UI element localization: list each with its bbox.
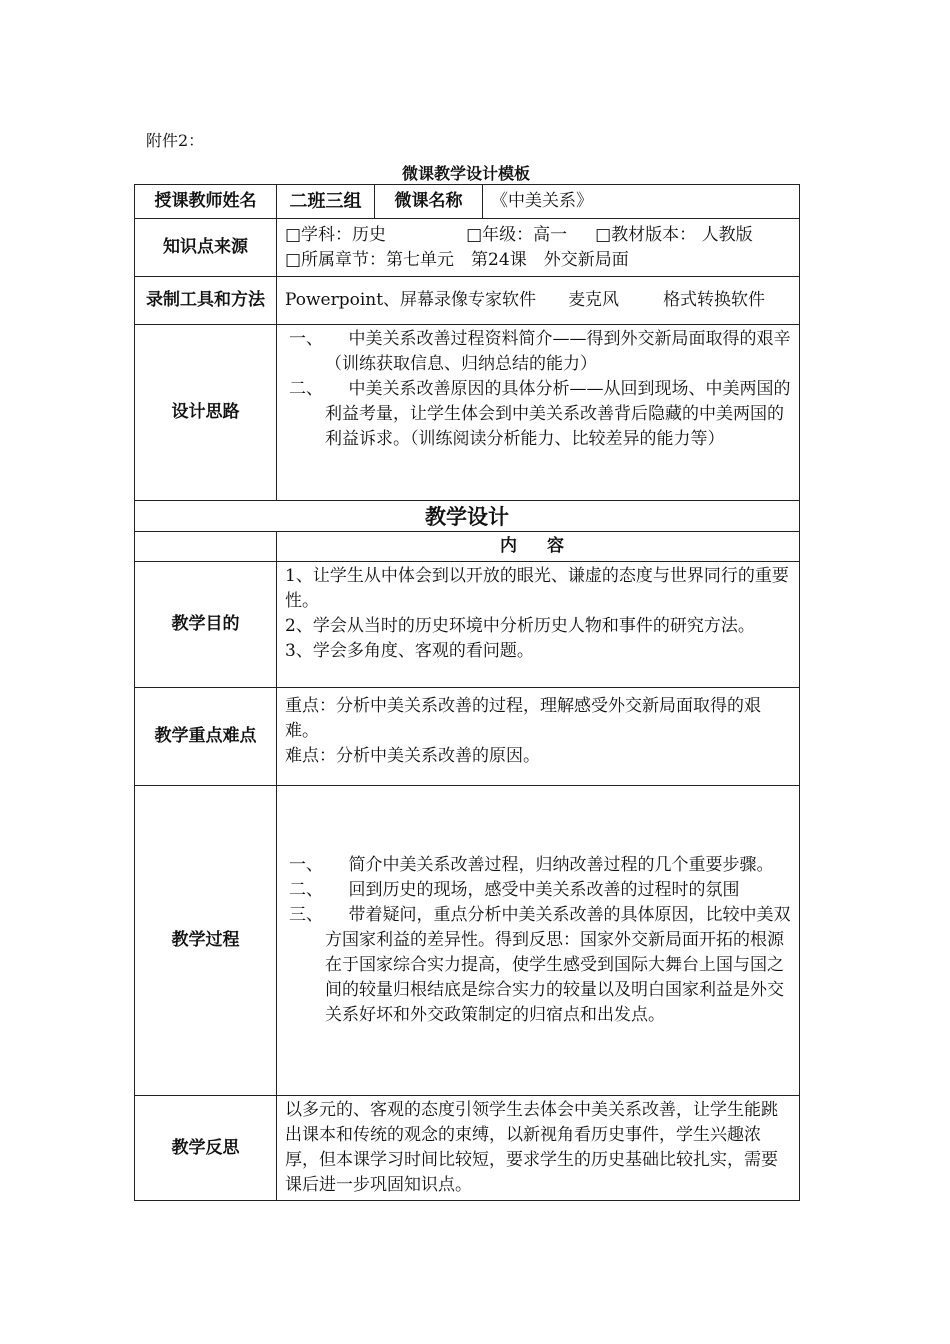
row-teaching-goals <box>135 562 800 688</box>
content-header: 内 容 <box>277 532 800 562</box>
idea-item: 一、 中美关系改善过程资料简介——得到外交新局面取得的艰辛（训练获取信息、归纳总结的能力） <box>289 329 791 374</box>
attachment-label: 附件2： <box>146 131 205 150</box>
course-name-value: 《中美关系》 <box>483 185 800 219</box>
teacher-name-label: 授课教师姓名 <box>135 185 277 219</box>
row-design-ideas <box>135 325 800 501</box>
process-item: 三、 带着疑问，重点分析中美关系改善的具体原因，比较中美双方国家利益的差异性。得到反思：国家外交新局面开拓的根源在于国家综合实力提高，使学生感受到国际大舞台上国与国之间的较量归根结底是综合实力的较量以及明白国家利益是外交关系好坏和外交政策制定的归宿点和出发点。 <box>289 905 791 1025</box>
goal-item: 2、学会从当时的历史环境中分析历史人物和事件的研究方法。 <box>285 616 755 636</box>
content-header-blank <box>135 532 277 562</box>
row-teacher <box>135 185 800 219</box>
teacher-name-value: 二班三组 <box>277 185 375 219</box>
knowledge-source-label: 知识点来源 <box>135 219 277 277</box>
row-section-title <box>135 501 800 532</box>
grade-checkbox-item: □年级：高一 <box>466 224 568 245</box>
document-title: 微课教学设计模板 <box>401 164 530 183</box>
key-point-item: 难点：分析中美关系改善的原因。 <box>285 746 540 766</box>
row-reflection <box>135 1096 800 1201</box>
row-tools <box>135 277 800 325</box>
row-knowledge-source <box>135 219 800 277</box>
row-teaching-process <box>135 786 800 1096</box>
reflection-label: 教学反思 <box>135 1096 277 1201</box>
key-points-label: 教学重点难点 <box>135 688 277 786</box>
course-name-label: 微课名称 <box>375 185 483 219</box>
tools-label: 录制工具和方法 <box>135 277 277 325</box>
design-ideas-label: 设计思路 <box>135 325 277 501</box>
tools-content <box>277 277 800 325</box>
tool-item: 麦克风 <box>568 290 620 310</box>
tool-item: 格式转换软件 <box>663 290 766 310</box>
process-item: 一、 简介中美关系改善过程，归纳改善过程的几个重要步骤。 <box>289 855 774 875</box>
idea-item: 二、 中美关系改善原因的具体分析——从回到现场、中美两国的利益考量，让学生体会到中美关系改善背后隐藏的中美两国的利益诉求。（训练阅读分析能力、比较差异的能力等） <box>289 379 791 449</box>
reflection-content: 以多元的、客观的态度引领学生去体会中美关系改善，让学生能跳出课本和传统的观念的束缚，以新视角看历史事件，学生兴趣浓厚，但本课学习时间比较短，要求学生的历史基础比较扎实，需要课后进一步巩固知识点。 <box>277 1096 800 1201</box>
teaching-process-label: 教学过程 <box>135 786 277 1096</box>
design-ideas-content <box>277 325 800 501</box>
goal-item: 1、让学生从中体会到以开放的眼光、谦虚的态度与世界同行的重要性。 <box>285 566 789 611</box>
tool-item: Powerpoint、屏幕录像专家软件 <box>285 290 537 310</box>
design-template-table <box>134 184 800 1201</box>
process-item: 二、 回到历史的现场，感受中美关系改善的过程时的氛围 <box>289 880 740 900</box>
edition-checkbox-item: □教材版本： 人教版 <box>595 224 753 245</box>
goal-item: 3、学会多角度、客观的看问题。 <box>285 641 534 661</box>
teaching-goals-content <box>277 562 800 688</box>
row-key-points <box>135 688 800 786</box>
knowledge-source-content <box>277 219 800 277</box>
teaching-goals-label: 教学目的 <box>135 562 277 688</box>
section-title: 教学设计 <box>135 501 800 532</box>
teaching-process-content <box>277 786 800 1096</box>
key-point-item: 重点：分析中美关系改善的过程，理解感受外交新局面取得的艰难。 <box>285 696 761 741</box>
subject-checkbox-item: □学科：历史 <box>285 224 387 245</box>
chapter-checkbox-item: □所属章节：第七单元 第24课 外交新局面 <box>285 249 629 270</box>
key-points-content <box>277 688 800 786</box>
row-content-header <box>135 532 800 562</box>
